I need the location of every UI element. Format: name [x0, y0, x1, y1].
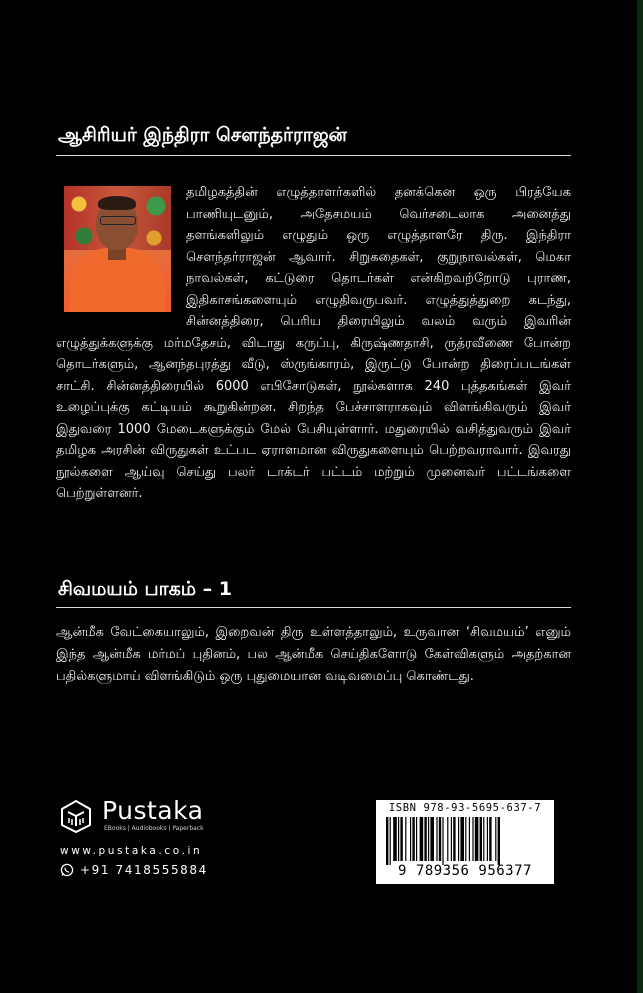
barcode-bar — [390, 817, 391, 865]
barcode-bar — [430, 817, 434, 861]
publisher-phone-row — [60, 863, 208, 877]
barcode-bar — [436, 817, 437, 861]
barcode-bar — [412, 817, 414, 861]
barcode-bar — [420, 817, 424, 861]
book-heading: சிவமயம் பாகம் – 1 — [58, 578, 233, 600]
barcode-bar — [451, 817, 452, 861]
author-bio-text: தமிழகத்தின் எழுத்தாளர்களில் தனக்கென ஒரு பிரத்யேக பாணியுடனும், அதேசமயம் வெர்சடைலாக அனைத்து தளங்களிலும் எழுதும் ஒரு எழுத்தாளரே திரு. இந்திரா சௌந்தர்ராஜன் ஆவார். சிறுகதைகள், குறுநாவல்கள், மெகா நாவல்கள், கட்டுரை தொடர்கள் என்கிறவற்றோடு புராண, இதிகாசங்களையும் எழுதிவருபவர். எழுத்துத்துறை கடந்து, சின்னத்திரை, பெரிய திரையிலும் வலம் வரும் இவரின் எழுத்துக்களுக்கு மர்மதேசம், விடாது கருப்பு, கிருஷ்ணதாசி, ருத்ரவீணை போன்ற தொடர்களும், ஆனந்தபுரத்து வீடு, ஸ்ருங்காரம், இருட்டு போன்ற திரைப்படங்கள் சாட்சி. சின்னத்திரையில் 6000 எபிசோடுகள், நூல்களாக 240 புத்தகங்கள் இவர் உழைப்புக்கு கட்டியம் கூறுகின்றன. சிறந்த பேச்சாளராகவும் விளங்கிவரும் இவர் இதுவரை 1000 மேடைகளுக்கும் மேல் பேசியுள்ளார். மதுரையில் வசித்துவரும் இவர் தமிழக அரசின் விருதுகள் உட்பட ஏராளமான விருதுகளையும் பெற்றவராவார். இவரது நூல்களை ஆய்வு செய்து பலர் டாக்டர் பட்டம் மற்றும் முனைவர் பட்டங்களை பெற்றுள்ளனர். — [56, 185, 571, 501]
barcode-bar — [439, 817, 441, 861]
barcode-bar — [416, 817, 417, 861]
barcode-bar — [480, 817, 482, 861]
barcode-bar — [453, 817, 455, 861]
barcode-bar — [447, 817, 448, 861]
author-heading: ஆசிரியர் இந்திரா சௌந்தர்ராஜன் — [58, 124, 347, 146]
publisher-logo — [58, 798, 218, 838]
publisher-name: Pustaka — [102, 796, 204, 825]
barcode-bar — [398, 817, 399, 861]
publisher-website[interactable]: www.pustaka.co.in — [60, 845, 203, 857]
barcode-bar — [393, 817, 397, 861]
barcode — [382, 817, 548, 865]
barcode-bar — [410, 817, 411, 861]
author-heading-rule — [56, 155, 571, 156]
isbn-digits: 9 789356 956377 — [398, 863, 532, 879]
book-icon — [58, 798, 94, 834]
barcode-bar — [469, 817, 470, 861]
isbn-barcode-box — [376, 800, 554, 884]
whatsapp-icon — [60, 863, 74, 877]
author-bio-paragraph — [56, 182, 571, 505]
isbn-label: ISBN 978-93-5695-637-7 — [388, 802, 542, 814]
barcode-bar — [475, 817, 479, 861]
barcode-bar — [428, 817, 429, 861]
barcode-bar — [495, 817, 496, 861]
barcode-bar — [460, 817, 464, 861]
barcode-bar — [487, 817, 488, 861]
barcode-bar — [489, 817, 491, 861]
publisher-tagline: EBooks | Audiobooks | Paperback — [104, 825, 204, 832]
barcode-bar — [498, 817, 500, 865]
barcode-bar — [483, 817, 484, 861]
barcode-bar — [400, 817, 402, 861]
barcode-bar — [458, 817, 459, 861]
barcode-bar — [472, 817, 473, 861]
barcode-bar — [465, 817, 466, 861]
spine-edge — [637, 0, 643, 993]
book-blurb: ஆன்மீக வேட்கையாலும், இறைவன் திரு உள்ளத்தாலும், உருவான ‘சிவமயம்’ எனும் இந்த ஆன்மீக மர்மப் புதினம், பல ஆன்மீக செய்திகளோடு கேள்விகளும் அதற்கான பதில்களுமாய் விளங்கிடும் ஒரு புதுமையான வடிவமைப்பு கொண்டது. — [56, 625, 571, 684]
barcode-bar — [386, 817, 388, 865]
barcode-bar — [442, 817, 443, 865]
publisher-phone[interactable]: +91 7418555884 — [80, 863, 208, 877]
book-heading-rule — [56, 607, 571, 608]
barcode-bar — [424, 817, 426, 861]
barcode-bar — [405, 817, 406, 861]
